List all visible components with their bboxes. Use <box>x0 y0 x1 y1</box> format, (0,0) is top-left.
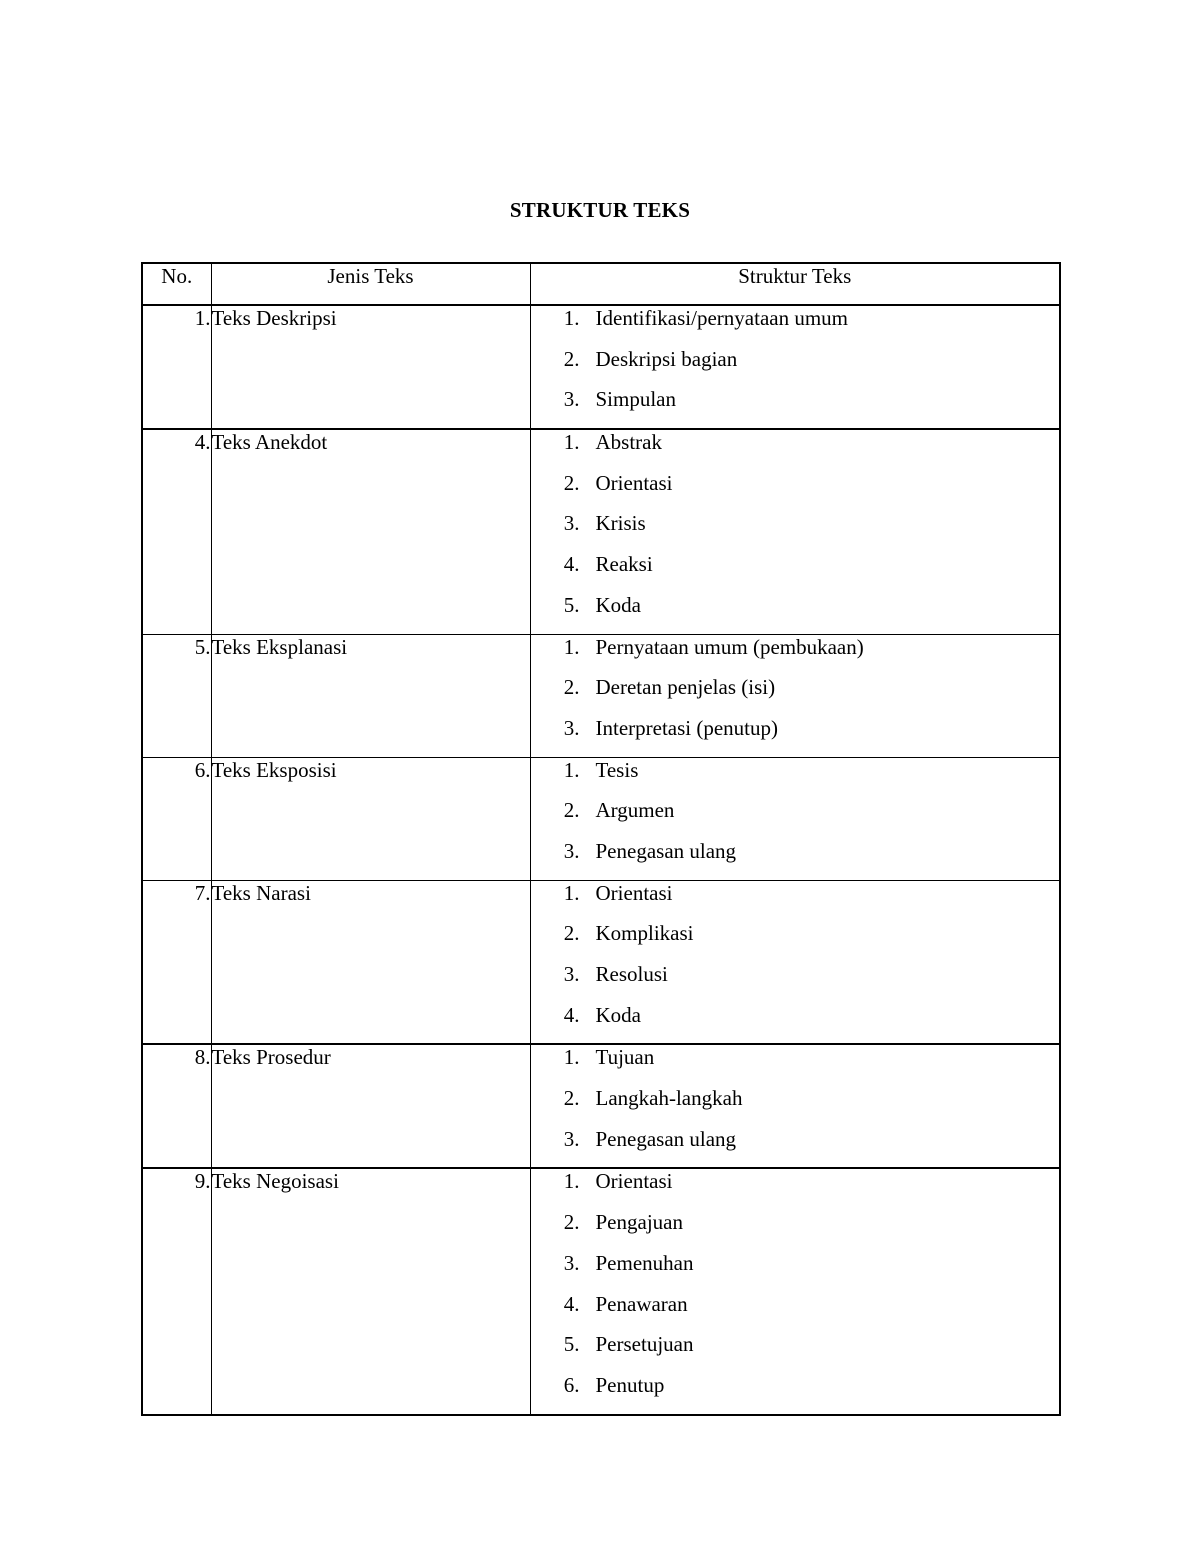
list-item-text: Koda <box>595 1002 641 1027</box>
list-item <box>531 716 1060 757</box>
row-number: 1. <box>142 305 211 429</box>
list-item-number: 3. <box>563 715 580 740</box>
structure-list <box>531 306 1060 428</box>
list-item-number: 4. <box>563 1291 580 1316</box>
list-item <box>531 798 1060 839</box>
structure-cell <box>530 634 1060 757</box>
list-item <box>531 511 1060 552</box>
list-item <box>531 552 1060 593</box>
list-item-text: Interpretasi (penutup) <box>595 715 779 740</box>
list-item-text: Penutup <box>595 1372 665 1397</box>
list-item-number: 2. <box>563 1210 580 1235</box>
list-item <box>531 758 1060 799</box>
structure-table <box>141 262 1061 1416</box>
list-item-number: 6. <box>563 1372 580 1397</box>
list-item <box>531 921 1060 962</box>
list-item-number: 4. <box>563 1002 580 1027</box>
list-item-number: 5. <box>563 592 580 617</box>
list-item-number: 2. <box>563 675 580 700</box>
list-item-text: Deskripsi bagian <box>595 346 738 371</box>
text-type: Teks Eksplanasi <box>211 634 530 757</box>
list-item-text: Orientasi <box>595 1169 673 1194</box>
list-item-text: Tesis <box>595 757 639 782</box>
list-item-text: Identifikasi/pernyataan umum <box>595 306 849 330</box>
list-item-text: Krisis <box>595 511 646 536</box>
list-item <box>531 1169 1060 1210</box>
list-item-text: Langkah-langkah <box>595 1086 743 1111</box>
structure-list <box>531 1169 1060 1413</box>
list-item-number: 1. <box>563 1045 580 1070</box>
table-row <box>142 305 1060 429</box>
row-number: 6. <box>142 757 211 880</box>
list-item-text: Komplikasi <box>595 921 694 946</box>
list-item-text: Tujuan <box>595 1045 655 1070</box>
text-type: Teks Negoisasi <box>211 1168 530 1414</box>
list-item-number: 2. <box>563 1086 580 1111</box>
structure-cell <box>530 305 1060 429</box>
row-number: 5. <box>142 634 211 757</box>
list-item-number: 2. <box>563 921 580 946</box>
list-item <box>531 1210 1060 1251</box>
structure-cell <box>530 1168 1060 1414</box>
header-no: No. <box>142 263 211 305</box>
list-item-text: Orientasi <box>595 470 673 495</box>
list-item-number: 3. <box>563 962 580 986</box>
list-item-number: 1. <box>563 1169 580 1194</box>
text-type: Teks Anekdot <box>211 429 530 634</box>
table-row <box>142 757 1060 880</box>
list-item-number: 3. <box>563 511 580 536</box>
table-row <box>142 1044 1060 1168</box>
text-type: Teks Narasi <box>211 880 530 1044</box>
list-item-text: Pemenuhan <box>595 1250 694 1275</box>
list-item <box>531 471 1060 512</box>
structure-cell <box>530 1044 1060 1168</box>
row-number: 9. <box>142 1168 211 1414</box>
list-item <box>531 430 1060 471</box>
list-item-number: 3. <box>563 1250 580 1275</box>
row-number: 7. <box>142 880 211 1044</box>
table-row <box>142 880 1060 1044</box>
list-item-number: 3. <box>563 838 580 863</box>
list-item <box>531 1003 1060 1044</box>
list-item-text: Koda <box>595 592 641 617</box>
header-jenis: Jenis Teks <box>211 263 530 305</box>
list-item-text: Resolusi <box>595 962 668 986</box>
list-item <box>531 1373 1060 1414</box>
table-row <box>142 1168 1060 1414</box>
table-row <box>142 634 1060 757</box>
list-item-text: Argumen <box>595 798 675 823</box>
list-item-text: Simpulan <box>595 387 677 412</box>
structure-cell <box>530 880 1060 1044</box>
structure-cell <box>530 757 1060 880</box>
list-item <box>531 1086 1060 1127</box>
table-header-row <box>142 263 1060 305</box>
table-row <box>142 429 1060 634</box>
list-item <box>531 881 1060 922</box>
list-item-number: 2. <box>563 470 580 495</box>
list-item-number: 2. <box>563 798 580 823</box>
list-item-text: Pengajuan <box>595 1210 683 1235</box>
list-item <box>531 1127 1060 1168</box>
structure-list <box>531 1045 1060 1167</box>
list-item-text: Persetujuan <box>595 1332 694 1357</box>
list-item <box>531 306 1060 347</box>
list-item-number: 3. <box>563 1126 580 1151</box>
structure-cell <box>530 429 1060 634</box>
text-type: Teks Eksposisi <box>211 757 530 880</box>
list-item-number: 3. <box>563 387 580 412</box>
list-item-number: 1. <box>563 757 580 782</box>
list-item-text: Penegasan ulang <box>595 1126 737 1151</box>
list-item-number: 1. <box>563 306 580 330</box>
list-item <box>531 1292 1060 1333</box>
text-type: Teks Prosedur <box>211 1044 530 1168</box>
list-item-number: 1. <box>563 634 580 659</box>
list-item-number: 5. <box>563 1332 580 1357</box>
text-type: Teks Deskripsi <box>211 305 530 429</box>
list-item <box>531 387 1060 428</box>
list-item <box>531 593 1060 634</box>
list-item-number: 1. <box>563 880 580 905</box>
row-number: 8. <box>142 1044 211 1168</box>
header-struktur: Struktur Teks <box>530 263 1060 305</box>
list-item <box>531 1045 1060 1086</box>
list-item <box>531 1251 1060 1292</box>
structure-list <box>531 881 1060 1044</box>
list-item-text: Penegasan ulang <box>595 838 737 863</box>
list-item-number: 4. <box>563 552 580 577</box>
list-item-text: Pernyataan umum (pembukaan) <box>595 634 864 659</box>
list-item-number: 2. <box>563 346 580 371</box>
structure-list <box>531 758 1060 880</box>
list-item-text: Abstrak <box>595 430 662 455</box>
structure-list <box>531 430 1060 633</box>
list-item-text: Deretan penjelas (isi) <box>595 675 776 700</box>
list-item <box>531 839 1060 880</box>
list-item-text: Orientasi <box>595 880 673 905</box>
row-number: 4. <box>142 429 211 634</box>
structure-list <box>531 635 1060 757</box>
list-item-number: 1. <box>563 430 580 455</box>
page-title: STRUKTUR TEKS <box>509 198 691 222</box>
list-item <box>531 962 1060 1003</box>
list-item <box>531 1332 1060 1373</box>
list-item <box>531 675 1060 716</box>
list-item-text: Reaksi <box>595 552 653 577</box>
list-item <box>531 347 1060 388</box>
table-body <box>142 305 1060 1415</box>
list-item <box>531 635 1060 676</box>
list-item-text: Penawaran <box>595 1291 688 1316</box>
